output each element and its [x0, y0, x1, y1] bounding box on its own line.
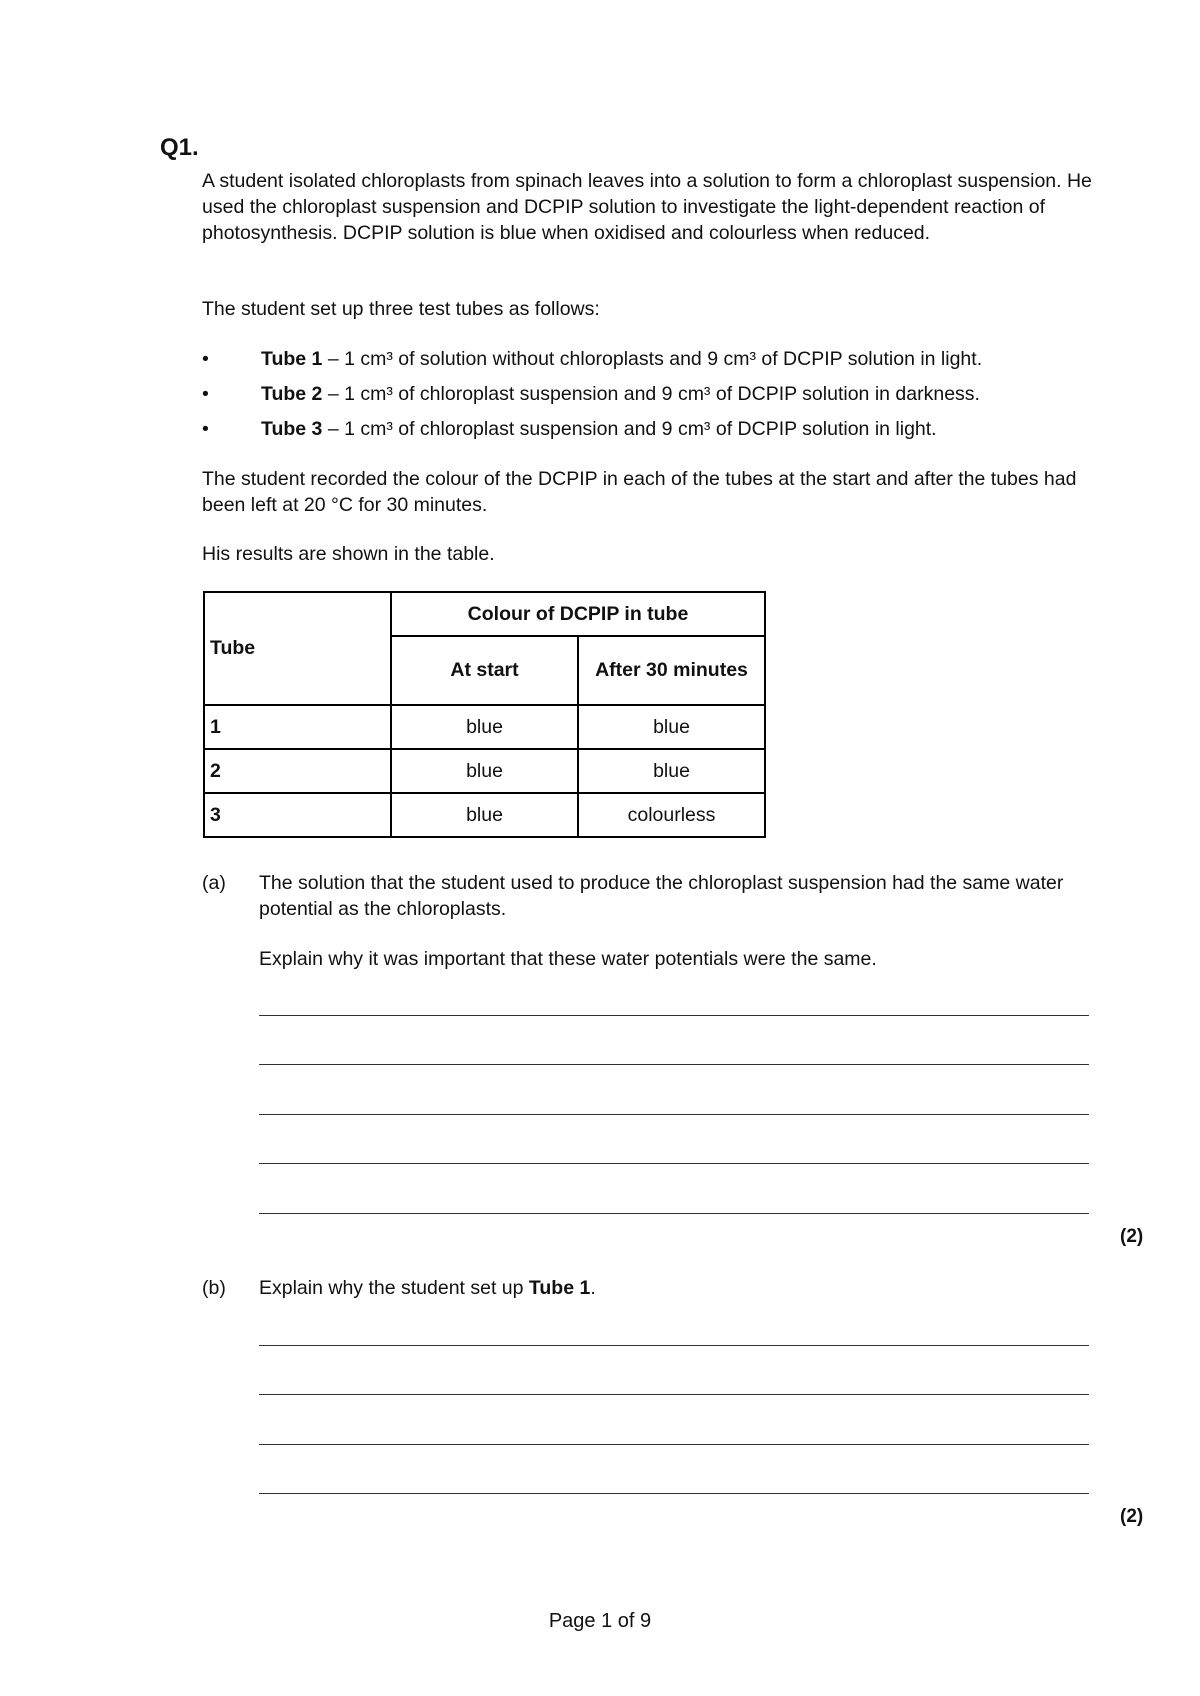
header-tube: Tube — [204, 592, 391, 705]
bullet-label: Tube 1 — [261, 348, 323, 370]
bullet-label: Tube 2 — [261, 383, 323, 405]
cell-start: blue — [391, 705, 578, 749]
bullet-item-tube-3 — [261, 416, 937, 442]
table-row — [204, 749, 765, 793]
part-b-prompt-prefix: Explain why the student set up — [259, 1277, 529, 1299]
cell-after: colourless — [578, 793, 765, 837]
bullet-icon: • — [202, 418, 209, 440]
bullet-icon: • — [202, 348, 209, 370]
bullet-text: – 1 cm³ of chloroplast suspension and 9 cm³ of DCPIP solution in darkness. — [322, 383, 980, 405]
cell-start: blue — [391, 749, 578, 793]
part-a-statement: The solution that the student used to produce the chloroplast suspension had the same water potential as the chloroplasts. — [259, 872, 1064, 920]
answer-line-a3[interactable] — [259, 1114, 1089, 1115]
bullet-icon: • — [202, 383, 209, 405]
bullet-text: – 1 cm³ of solution without chloroplasts and 9 cm³ of DCPIP solution in light. — [322, 348, 983, 370]
header-at-start: At start — [391, 636, 578, 705]
bullet-label: Tube 3 — [261, 418, 323, 440]
cell-after: blue — [578, 705, 765, 749]
header-colour-group: Colour of DCPIP in tube — [391, 592, 765, 636]
part-b-marks: (2) — [1120, 1506, 1144, 1527]
table-header-row — [204, 592, 765, 636]
answer-line-b1[interactable] — [259, 1345, 1089, 1346]
part-b-prompt-bold: Tube 1 — [528, 1277, 591, 1299]
part-b-prompt-suffix: . — [590, 1277, 596, 1299]
cell-after: blue — [578, 749, 765, 793]
bullet-item-tube-1 — [261, 346, 982, 372]
answer-line-b3[interactable] — [259, 1444, 1089, 1445]
setup-text: The student set up three test tubes as follows: — [202, 298, 600, 320]
results-intro: His results are shown in the table. — [202, 543, 495, 565]
recorded-text: The student recorded the colour of the DCPIP in each of the tubes at the start and after the tubes had been left at 20 °C for 30 minutes. — [202, 468, 1077, 516]
cell-tube: 2 — [204, 749, 391, 793]
answer-line-a4[interactable] — [259, 1163, 1089, 1164]
question-intro: A student isolated chloroplasts from spinach leaves into a solution to form a chloroplast suspension. He used the chloroplast suspension and DCPIP solution to investigate the light-dependent reaction of photosynthesis. DCPIP solution is blue when oxidised and colourless when reduced. — [202, 170, 1092, 244]
cell-start: blue — [391, 793, 578, 837]
table-row — [204, 793, 765, 837]
bullet-item-tube-2 — [261, 381, 980, 407]
part-a-marks: (2) — [1120, 1226, 1144, 1247]
part-b-label: (b) — [202, 1277, 226, 1299]
table-row — [204, 705, 765, 749]
part-a-prompt: Explain why it was important that these water potentials were the same. — [259, 948, 877, 970]
answer-line-a2[interactable] — [259, 1064, 1089, 1065]
answer-line-a5[interactable] — [259, 1213, 1089, 1214]
answer-line-a1[interactable] — [259, 1015, 1089, 1016]
part-a-label: (a) — [202, 872, 226, 894]
answer-line-b2[interactable] — [259, 1394, 1089, 1395]
cell-tube: 3 — [204, 793, 391, 837]
part-b-prompt — [259, 1275, 1089, 1301]
answer-line-b4[interactable] — [259, 1493, 1089, 1494]
bullet-text: – 1 cm³ of chloroplast suspension and 9 cm³ of DCPIP solution in light. — [322, 418, 937, 440]
page-footer: Page 1 of 9 — [548, 1610, 652, 1632]
question-number: Q1. — [160, 134, 199, 161]
header-after-30: After 30 minutes — [578, 636, 765, 705]
cell-tube: 1 — [204, 705, 391, 749]
results-table — [203, 591, 766, 838]
